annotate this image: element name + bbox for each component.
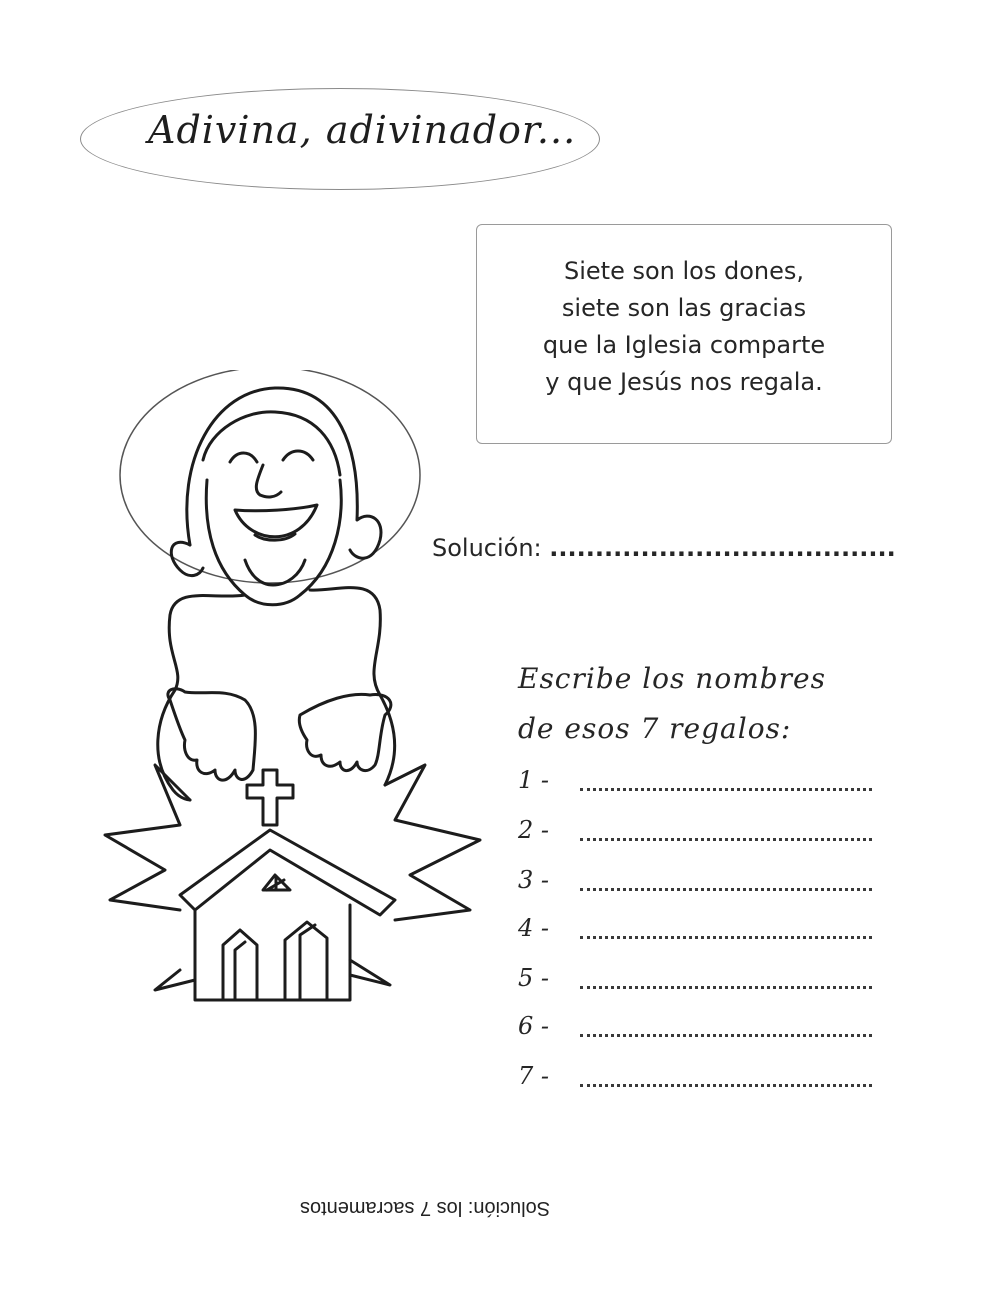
answer-blank[interactable] xyxy=(580,918,872,939)
answer-row-4[interactable] xyxy=(518,914,576,942)
riddle-line: y que Jesús nos regala. xyxy=(545,368,823,396)
riddle-line: Siete son los dones, xyxy=(563,257,804,285)
jesus-with-church-icon xyxy=(95,370,495,1020)
solution-blank[interactable]: ...................................... xyxy=(549,534,896,562)
riddle-box xyxy=(476,224,892,444)
page-title: Adivina, adivinador... xyxy=(148,108,577,152)
answer-number: 1 - xyxy=(518,766,550,794)
answer-row-6[interactable] xyxy=(518,1012,576,1040)
answer-number: 4 - xyxy=(518,914,550,942)
solution-field[interactable] xyxy=(432,534,896,562)
instructions-line-1: Escribe los nombres xyxy=(518,662,826,695)
answer-row-7[interactable] xyxy=(518,1062,576,1090)
answer-row-5[interactable] xyxy=(518,964,576,992)
answer-blank[interactable] xyxy=(580,820,872,841)
riddle-line: que la Iglesia comparte xyxy=(542,331,826,359)
answer-blank[interactable] xyxy=(580,770,872,791)
solution-label: Solución: xyxy=(432,534,542,562)
answer-blank[interactable] xyxy=(580,870,872,891)
answer-blank[interactable] xyxy=(580,1016,872,1037)
answer-number: 6 - xyxy=(518,1012,550,1040)
upside-down-solution: Solución: los 7 sacramentos xyxy=(299,1197,551,1219)
answer-number: 3 - xyxy=(518,866,550,894)
answer-blank[interactable] xyxy=(580,1066,872,1087)
answer-row-1[interactable] xyxy=(518,766,576,794)
answer-row-3[interactable] xyxy=(518,866,576,894)
answer-number: 7 - xyxy=(518,1062,550,1090)
answer-number: 2 - xyxy=(518,816,550,844)
answer-blank[interactable] xyxy=(580,968,872,989)
riddle-line: siete son las gracias xyxy=(561,294,807,322)
instructions-line-2: de esos 7 regalos: xyxy=(518,712,792,745)
answer-row-2[interactable] xyxy=(518,816,576,844)
answer-number: 5 - xyxy=(518,964,550,992)
